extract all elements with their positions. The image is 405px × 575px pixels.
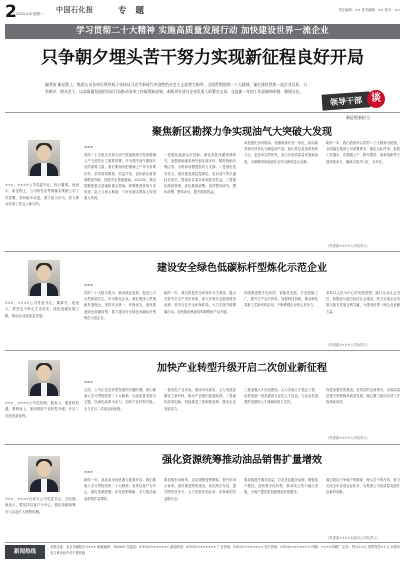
article-column: 四是加强党的建设。坚持党的全面领导，以高质量党建引领保障高质量发展，凝心聚力推动各项工作取得新成效。 xyxy=(326,388,400,405)
editors-line: 责任编辑：×× 美术编辑：×× 校对：×× xyxy=(338,8,400,12)
article-column: 要加强市场研判，灵活调整营销策略，提升市场占有率。加快推进网络建设，优化网点布局，提升网络竞争力。大力发展非油业务，培育新的效益增长点。 xyxy=(164,478,236,501)
article-column: 四是强化协同联动。加强勘探开发一体化，推动新发现尽快转化为储量和产量。我们将以更加昂扬的斗志、更加务实的作风，奋力开创高质量发展新局面，为保障国家能源安全作出新的更大贡献。 xyxy=(244,141,318,164)
article-column: 持续推进数字化转型、智能化发展，打造智能工厂，提升生产运行效率。加强科技创新，推动新技术新工艺新材料应用，不断增强企业核心竞争力。 xyxy=(244,291,318,308)
article-column: 党的二十大报告对加大油气资源勘探开发和增储上产力度作出了重要部署。作为国内油气勘探开发的重要力量，我们要始终把增储上产作为首要任务，坚持高效勘探、效益开发，加快新区新领域勘探突破，持续夯实资源基础。2023年，我们将聚焦重点盆地和重点领域，统筹推进常规与非常规、陆上与海上勘探，力争在新区勘探上取得重大发现。 xyxy=(84,153,156,201)
section-divider xyxy=(5,112,400,113)
article-column: 当前，公司正处在转型发展的关键时期。我们要深入学习贯彻党的二十大精神，以高质量发展为主题，以深化改革为动力，加快产业转型升级，全力开启二次创业新征程。 xyxy=(84,388,156,411)
logo-seal-icon: 谈 xyxy=(367,90,385,108)
paper-name: 中国石化报 xyxy=(56,5,94,14)
article-byline: （作者系××××石油分公司负责人） xyxy=(326,536,380,540)
article-column: 新的一年，成品油市场机遇与挑战并存。我们要深入学习贯彻党的二十大精神，坚持以客户为中心，强化资源统筹，优化营销策略，全力推动油品销售扩量增效。 xyxy=(84,478,156,501)
article-byline: （作者系××××公司负责人） xyxy=(326,244,371,248)
article-column: 要持续提升服务质量，打造优质服务品牌，增强客户黏性。加快数字化转型，推动线上线下融合发展，为客户提供更加便捷高效的服务。 xyxy=(244,478,318,495)
article-byline: （作者系××××公司负责人） xyxy=(326,436,371,440)
section-title: 建设安全绿色低碳标杆型炼化示范企业 xyxy=(157,263,327,274)
editor-note: 编者按 新征程上，集团公司各单位领导班子坚持以习近平新时代中国特色社会主义思想为指导，全面贯彻党的二十大精神，锚定建设世界一流企业目标，只争朝夕、埋头苦干，以高质量发展的实际行动推动各项工作取得新成效。本期刊发部分企业负责人的署名文章，交流新一年的工作思路和举措，敬请关注。 xyxy=(45,82,307,94)
logo-main-text: 领导干部 xyxy=(322,91,371,110)
section-divider xyxy=(5,444,400,445)
article-column: 我们将以只争朝夕的精神、埋头苦干的作风，努力完成全年各项目标任务，为集团公司高质量发展作出新的贡献。 xyxy=(326,478,400,495)
section-title: 聚焦新区勘探力争实现油气大突破大发现 xyxy=(152,127,332,138)
page-date: 2023.2.6 星期一 xyxy=(16,12,44,16)
author-name: ××× xyxy=(84,283,94,287)
section-divider xyxy=(5,251,400,252)
footer-text: 本报社址：北京市朝阳区×××× 邮政编码：100000 总编室：(010)×××××××× 新闻热线：(010)×××××××× 广告热线：(010)×××××××× 发行热线：(010)×××××××× 印刷：××××印刷厂 定价：每月××元 零售每份××元 本报所有文章未经许可不得转载 xyxy=(50,545,400,555)
footer-box-label: 新闻热线 xyxy=(5,545,45,559)
main-headline: 只争朝夕埋头苦干努力实现新征程良好开局 xyxy=(41,48,364,68)
footer-divider xyxy=(5,542,400,543)
author-name: ××× xyxy=(84,380,94,384)
section-title: 强化资源统筹推动油品销售扩量增效 xyxy=(162,455,322,466)
author-photo xyxy=(28,360,60,396)
author-bio: ×××，××××公司党委书记、执行董事。他表示，新征程上，公司将坚决贯彻落实集团公司工作部署，坚持稳中求进，勇于担当作为，努力推动各项工作迈上新台阶。 xyxy=(5,183,79,206)
author-photo xyxy=(28,140,60,176)
masthead xyxy=(0,0,405,24)
article-column: 三是加强人才队伍建设。大力实施人才强企工程，培养造就一批高素质专业化人才队伍，为企业发展提供坚强的人才保障和智力支持。 xyxy=(244,388,318,405)
article-byline: （作者系××××公司负责人） xyxy=(326,343,371,347)
author-photo xyxy=(28,260,60,296)
article-column: 党的二十大报告提出，推动绿色发展，促进人与自然和谐共生。作为炼化企业，我们要深入贯彻新发展理念，坚持安全第一、环保优先，加快推进绿色低碳转型，着力建设安全绿色低碳标杆型炼化示范企业。 xyxy=(84,291,156,320)
author-name: ××× xyxy=(84,145,94,149)
author-name: ××× xyxy=(84,470,94,474)
logo-subtitle: 新征程新担当 xyxy=(346,115,370,120)
author-bio: ×××，××××石油分公司党委书记、总经理。他表示，要坚持以客户为中心，强化资源统筹，全力以赴扩大销售规模。 xyxy=(5,497,79,514)
article-column: 坚持以人民为中心的发展思想，践行企业社会责任，积极参与地方经济社会建设，努力实现企业发展与地方发展互利共赢，为建设世界一流企业贡献力量。 xyxy=(326,291,400,314)
theme-banner: 学习贯彻二十大精神 实施高质量发展行动 加快建设世界一流企业 xyxy=(5,24,400,39)
article-column: 新的一年，我们将把安全环保作为生命线，健全完善安全生产责任体系，深入开展安全隐患排查治理，坚决守住安全环保底线。大力实施节能降碳行动，加快推进炼油结构调整和产品升级。 xyxy=(164,291,236,314)
section-divider xyxy=(5,350,400,351)
article-column: 一是强化地质认识创新。深化成盆成藏规律研究，加强基础地质研究和区域评价，精细刻画有利区带，为勘探部署提供有力支撑。二是强化技术攻关。加快推进深层超深层、页岩油气等关键技术攻关，提高钻井成功率和探井效益。三是强化勘探管理。优化勘探部署，坚持整体研究、整体部署、整体评价，提升勘探效益。 xyxy=(164,153,236,195)
section-label: 专 题 xyxy=(118,6,147,16)
article-column: 新的一年，我们将坚持以党的二十大精神为统领，全面落实集团公司部署要求，锚定目标任务，狠抓工作落实，在增储上产、降本增效、改革创新等方面持续用力，确保实现开门红、全年红。 xyxy=(326,141,400,164)
section-title: 加快产业转型升级开启二次创业新征程 xyxy=(157,363,327,374)
author-photo xyxy=(28,456,60,492)
page-number: 2 xyxy=(5,2,17,22)
article-column: 一是优化产业布局。围绕市场需求，大力发展高端化工新材料，推动产业链向高端延伸。二是深化改革创新。持续推进三项制度改革，激发企业发展活力。 xyxy=(164,388,236,411)
author-bio: ×××，××××公司总经理。他表示，要抢抓机遇、乘势而上，加快推进产业转型升级，开启二次创业新征程。 xyxy=(5,401,79,418)
author-bio: ×××，××××公司党委书记、董事长。他表示，要坚定不移走生态优先、绿色低碳发展之路，推动企业高质量发展。 xyxy=(5,301,79,318)
